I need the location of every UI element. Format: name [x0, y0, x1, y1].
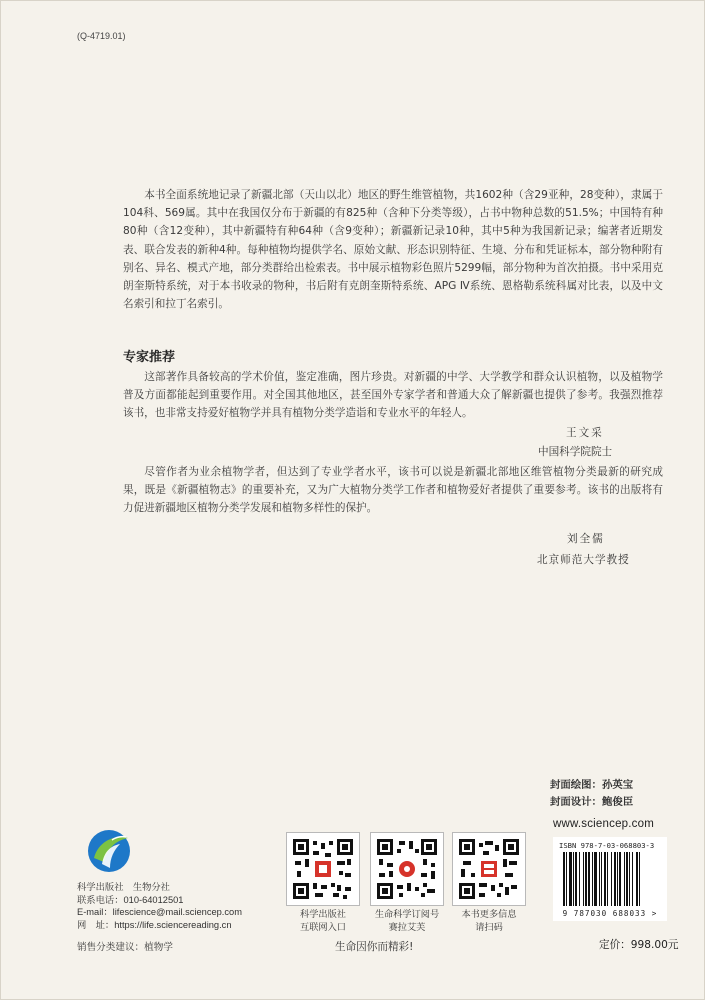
qr-code-1[interactable]	[286, 832, 360, 906]
publisher-name: 科学出版社 生物分社	[77, 882, 170, 892]
book-description: 本书全面系统地记录了新疆北部（天山以北）地区的野生维管植物，共1602种（含29亚种，28变种），隶属于104科、569属。其中在我国仅分布于新疆的有825种（含种下分类等级），占书中物种总数的51.5%；中国特有种80种（含12变种），其中新疆特有种64种（含9变种）；新疆新记录10种，其中5种为我国新记录；编著者近期发表、联合发表的新种4种。每种植物均提供学名、原始文献、形态识别特征、生境、分布和凭证标本，部分物种附有别名、异名、模式产地，部分类群给出检索表。书中展示植物彩色照片5299幅，部分物种为首次拍摄。书中采用克朗奎斯特系统，对于本书收录的物种，书后附有克朗奎斯特系统、APG Ⅳ系统、恩格勒系统科属对比表，以及中文名索引和拉丁名索引。	[123, 189, 663, 311]
slogan: 生命因你而精彩!	[335, 941, 414, 953]
qr-code-icon	[293, 839, 353, 899]
price: 定价：998.00元	[599, 939, 679, 951]
publisher-phone: 联系电话：010-64012501	[77, 894, 184, 905]
book-code: (Q-4719.01)	[77, 31, 126, 41]
barcode-icon	[563, 852, 657, 908]
recommender-1-name: 王文采	[566, 427, 604, 439]
qr-label-line: 科学出版社	[300, 909, 346, 920]
sales-category: 销售分类建议：植物学	[77, 942, 173, 953]
cover-drawing-credit: 封面绘图：孙英宝	[550, 779, 634, 791]
cover-credits	[550, 777, 633, 811]
recommender-1-title: 中国科学院院士	[538, 446, 613, 458]
publisher-website[interactable]: www.sciencep.com	[553, 818, 654, 830]
qr-label-3	[441, 909, 537, 934]
isbn-barcode-box	[553, 837, 667, 921]
qr-code-3[interactable]	[452, 832, 526, 906]
qr-label-line: 请扫码	[475, 921, 503, 933]
qr-label-1	[275, 909, 371, 934]
qr-label-line: 赛拉艾芙	[388, 921, 426, 933]
recommendation-2: 尽管作者为业余植物学者，但达到了专业学者水平，该书可以说是新疆北部地区维管植物分类最新的研究成果，既是《新疆植物志》的重要补充，又为广大植物分类学工作者和植物爱好者提供了重要参考。该书的出版将有力促进新疆地区植物分类学发展和植物多样性的保护。	[123, 466, 663, 515]
publisher-web: 网 址：https://life.sciencereading.cn	[77, 919, 232, 930]
recommend-heading: 专家推荐	[123, 350, 176, 365]
qr-code-icon	[377, 839, 437, 899]
recommender-2-name: 刘全儒	[567, 533, 605, 545]
recommendation-1: 这部著作具备较高的学术价值，鉴定准确，图片珍贵。对新疆的中学、大学教学和群众认识植物，以及植物学普及方面都能起到重要作用。对全国其他地区，甚至国外专家学者和普通大众了解新疆也提供了参考。我强烈推荐该书，也非常支持爱好植物学并具有植物分类学造诣和专业水平的年轻人。	[123, 371, 663, 420]
qr-code-2[interactable]	[370, 832, 444, 906]
publisher-logo-icon	[84, 828, 134, 874]
qr-label-line: 互联网入口	[300, 921, 346, 933]
qr-label-line: 本书更多信息	[461, 909, 517, 920]
qr-label-line: 生命科学订阅号	[374, 909, 440, 920]
barcode-number: 9 787030 688033 >	[562, 909, 658, 918]
recommender-2-title: 北京师范大学教授	[537, 554, 630, 566]
publisher-email: E-mail：lifescience@mail.sciencep.com	[77, 907, 242, 918]
isbn-text: ISBN 978-7-03-068803-3	[559, 841, 655, 850]
publisher-info	[77, 881, 242, 931]
qr-code-icon	[459, 839, 519, 899]
cover-design-credit: 封面设计：鲍俊臣	[550, 796, 634, 808]
